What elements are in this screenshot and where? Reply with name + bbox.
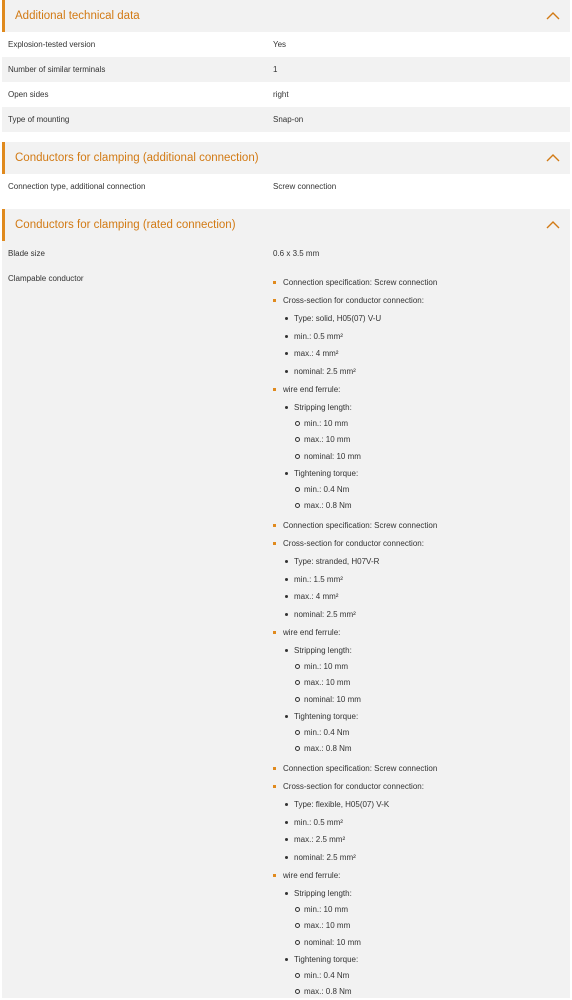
section-gap [2, 132, 570, 142]
list-item: Connection specification: Screw connection [283, 764, 438, 773]
table-row [2, 32, 570, 57]
row-key: Clampable conductor [8, 274, 84, 283]
list-item: Cross-section for conductor connection: [283, 539, 424, 548]
list-item: nominal: 2.5 mm² [294, 609, 356, 619]
list-item: Cross-section for conductor connection: [283, 782, 424, 791]
list-item: min.: 0.5 mm² [294, 817, 343, 827]
chevron-up-icon[interactable] [546, 153, 560, 163]
row-value: Snap-on [273, 115, 304, 124]
table-row [2, 82, 570, 107]
list-item: min.: 0.4 Nm [304, 727, 350, 737]
table-row-clampable-conductor [2, 266, 570, 998]
list-item: max.: 10 mm [304, 678, 351, 687]
table-row [2, 174, 570, 199]
list-item: max.: 4 mm² [294, 349, 339, 358]
row-value: 1 [273, 65, 278, 74]
list-item: min.: 0.5 mm² [294, 331, 343, 341]
list-item: min.: 10 mm [304, 418, 349, 428]
list-item: Type: solid, H05(07) V-U [294, 314, 382, 323]
list-item: Stripping length: [294, 402, 352, 412]
list-item: wire end ferrule: [283, 627, 341, 637]
list-item: nominal: 10 mm [304, 937, 361, 947]
table-row [2, 107, 570, 132]
list-item: max.: 0.8 Nm [304, 744, 352, 753]
section-header-rated-connection[interactable] [2, 209, 570, 241]
list-item: Connection specification: Screw connection [283, 278, 438, 287]
list-item: Tightening torque: [294, 711, 359, 721]
list-item: min.: 1.5 mm² [294, 574, 343, 584]
table-row [2, 57, 570, 82]
row-key: Blade size [8, 249, 45, 258]
row-key: Number of similar terminals [8, 65, 106, 74]
list-item: nominal: 2.5 mm² [294, 852, 356, 862]
row-value: right [273, 90, 289, 99]
list-item: min.: 10 mm [304, 904, 349, 914]
row-key: Connection type, additional connection [8, 182, 146, 191]
list-item: max.: 4 mm² [294, 592, 339, 601]
row-key: Explosion-tested version [8, 40, 96, 49]
list-item: wire end ferrule: [283, 870, 341, 880]
list-item: max.: 0.8 Nm [304, 501, 352, 510]
section-title: Conductors for clamping (rated connection) [15, 219, 236, 231]
list-item: Stripping length: [294, 888, 352, 898]
chevron-up-icon[interactable] [546, 11, 560, 21]
list-item: Connection specification: Screw connection [283, 521, 438, 530]
row-value: 0.6 x 3.5 mm [273, 249, 320, 258]
chevron-up-icon[interactable] [546, 220, 560, 230]
clampable-conductor-list [273, 266, 570, 998]
list-item: Type: flexible, H05(07) V-K [294, 800, 390, 809]
section-header-additional-connection[interactable] [2, 142, 570, 174]
list-item: nominal: 2.5 mm² [294, 366, 356, 376]
tech-data-page [2, 0, 570, 998]
table-row [2, 241, 570, 266]
section-title: Additional technical data [15, 10, 140, 22]
list-item: max.: 0.8 Nm [304, 987, 352, 996]
list-item: Tightening torque: [294, 954, 359, 964]
section-header-additional-technical-data[interactable] [2, 0, 570, 32]
list-item: wire end ferrule: [283, 384, 341, 394]
row-value: Yes [273, 40, 287, 49]
list-item: min.: 0.4 Nm [304, 484, 350, 494]
list-item: nominal: 10 mm [304, 694, 361, 704]
row-key: Open sides [8, 90, 49, 99]
section-title: Conductors for clamping (additional connection) [15, 152, 259, 164]
row-value: Screw connection [273, 182, 337, 191]
list-item: Type: stranded, H07V-R [294, 557, 380, 566]
list-item: max.: 10 mm [304, 921, 351, 930]
list-item: max.: 10 mm [304, 435, 351, 444]
list-item: max.: 2.5 mm² [294, 835, 346, 844]
list-item: nominal: 10 mm [304, 451, 361, 461]
list-item: Cross-section for conductor connection: [283, 296, 424, 305]
list-item: min.: 0.4 Nm [304, 970, 350, 980]
list-item: min.: 10 mm [304, 661, 349, 671]
list-item: Stripping length: [294, 645, 352, 655]
row-key: Type of mounting [8, 115, 70, 124]
section-gap [2, 199, 570, 209]
list-item: Tightening torque: [294, 468, 359, 478]
